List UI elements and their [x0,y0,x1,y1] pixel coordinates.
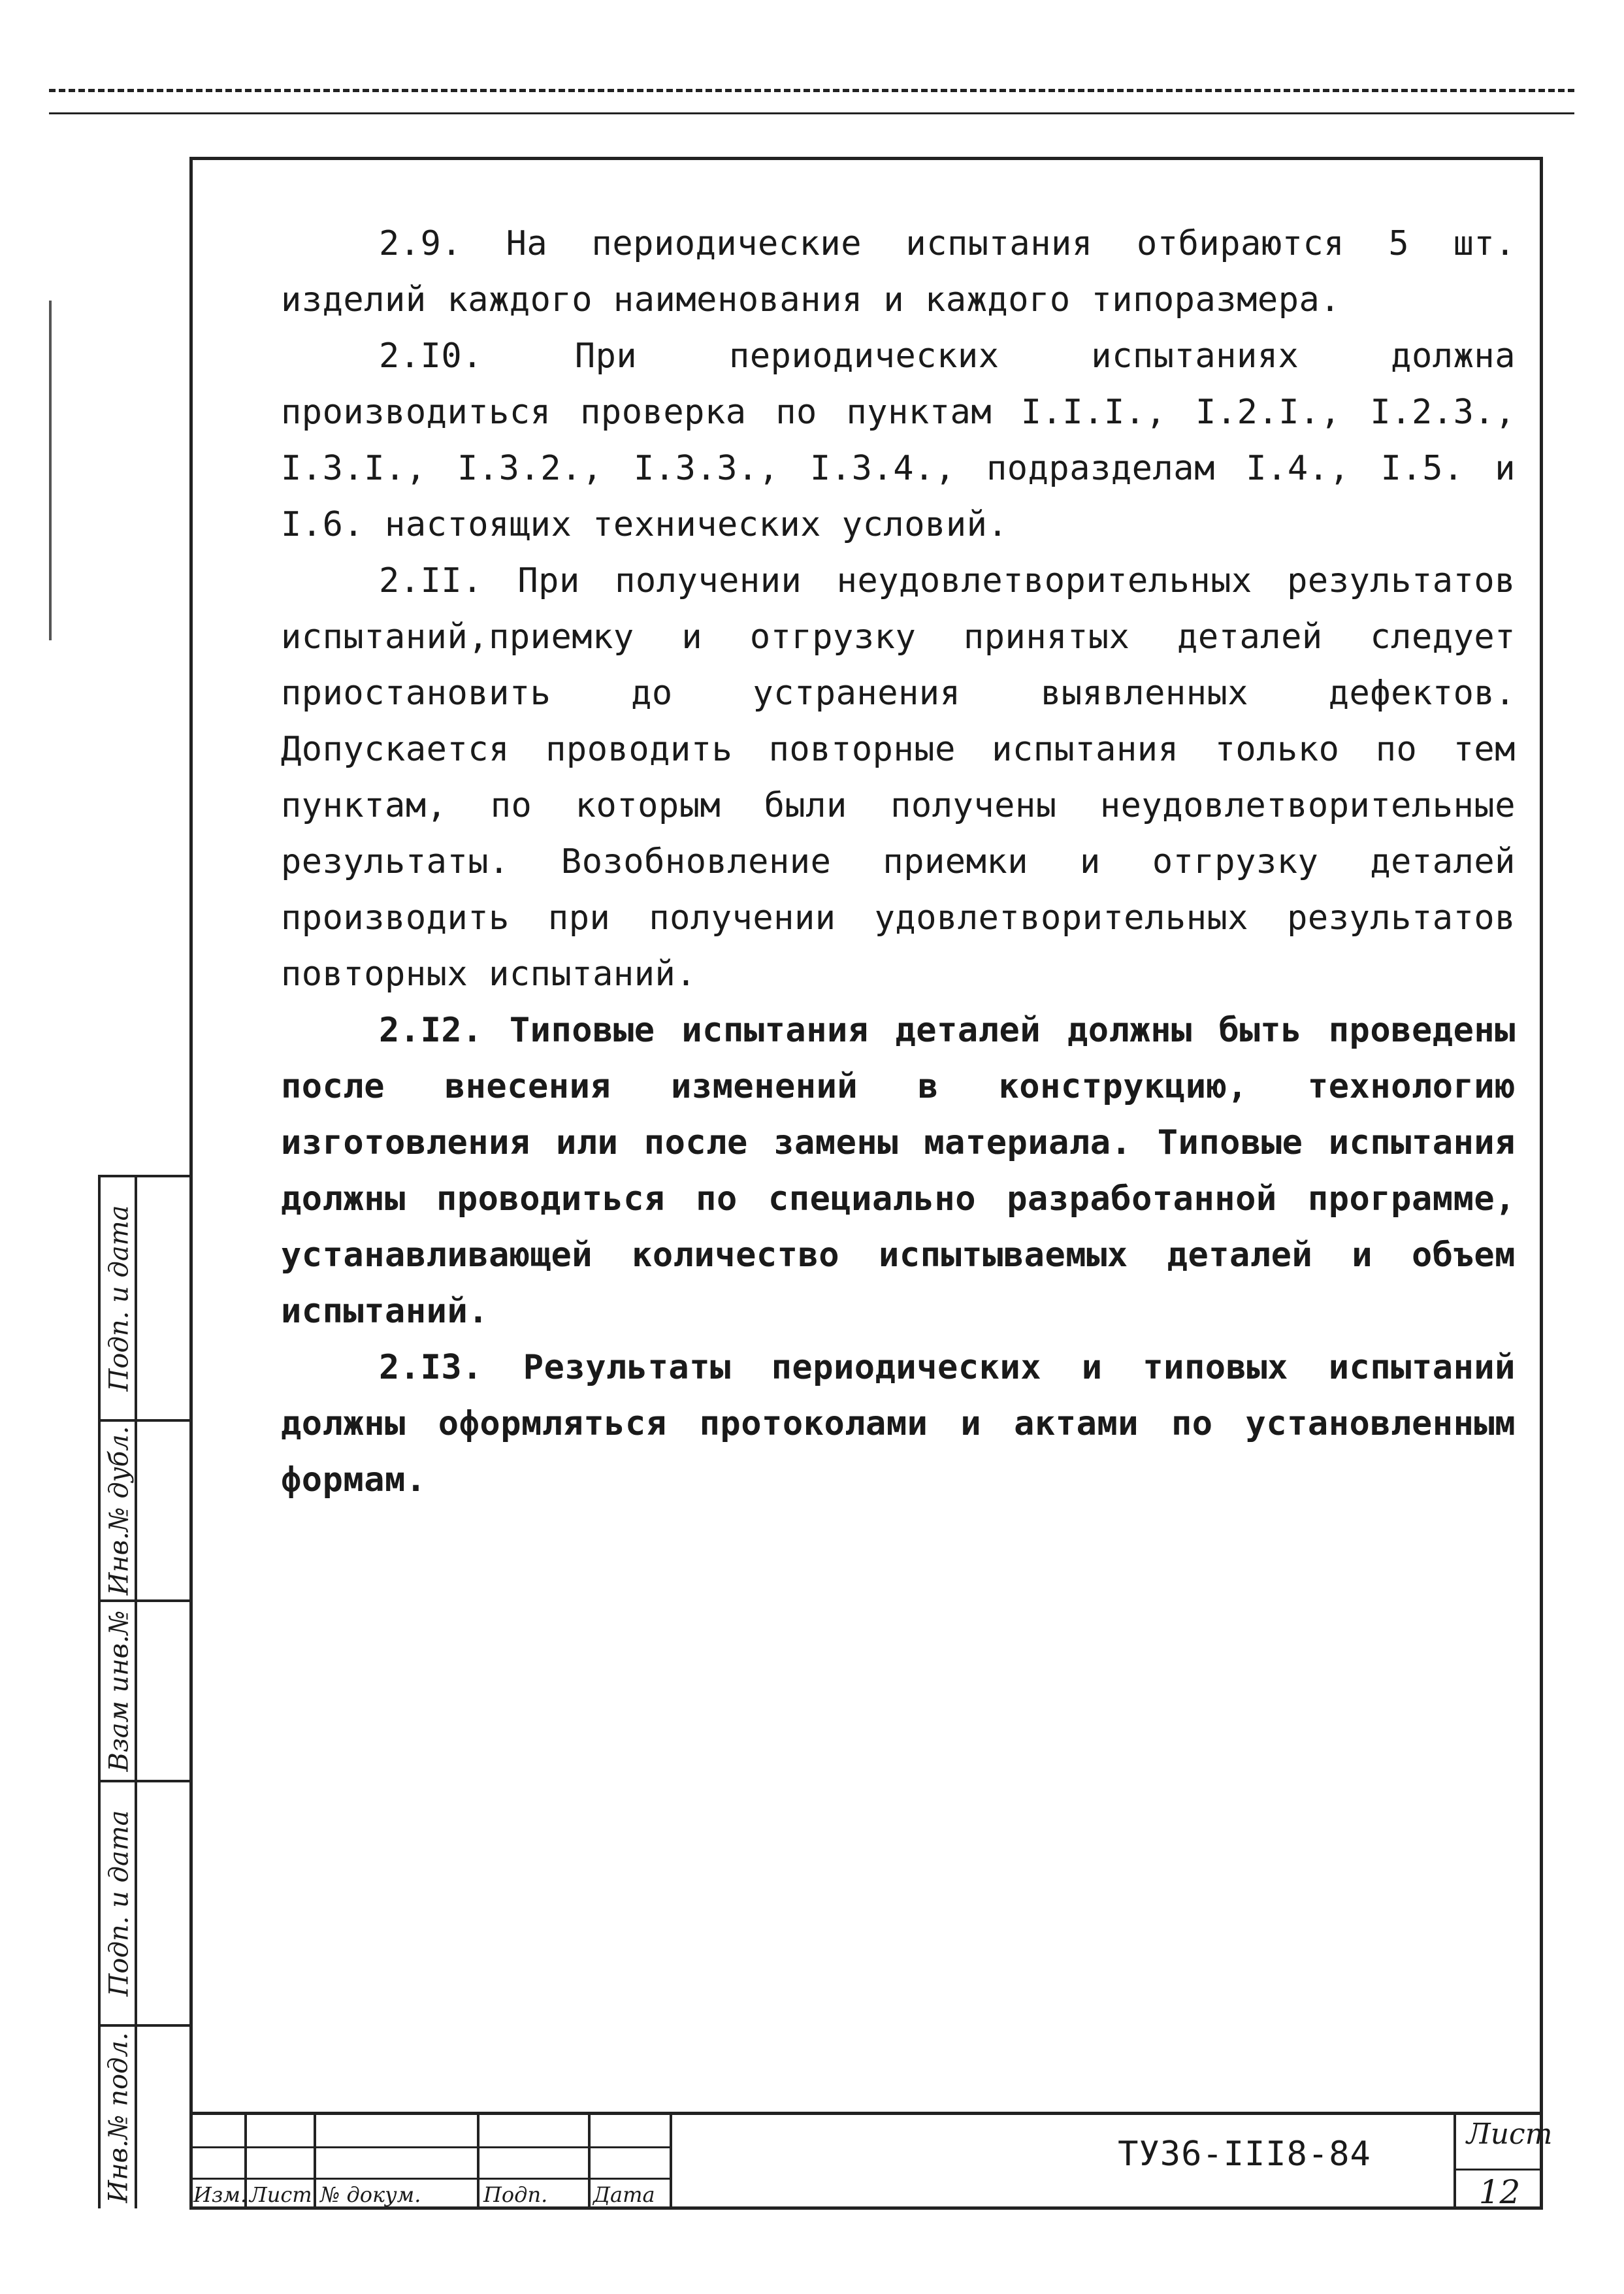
cell-inv-podl: Инв.№ подл. [98,2024,193,2208]
col-izm-label: Изм. [193,2182,248,2207]
col-podp-label: Подп. [483,2182,548,2207]
paragraph-2-13: 2.I3. Результаты периодических и типовых испытаний должны оформляться протоколами и актами по установленным формам. [281,1348,1516,1499]
col-doc-label: № докум. [320,2182,421,2207]
paragraph-2-11: 2.II. При получении неудовлетворительных результатов испытаний,приемку и отгрузку принятых деталей следует приостановить до устранения выявленных дефектов. Допускается проводить повторные испытания только по тем пунктам, по которым были получены неудовлетворительные результаты. Возобновление приемки и отгрузку деталей производить при получении удовлетворительных результатов повторных испытаний. [281,561,1516,994]
paragraph-2-9: 2.9. На периодические испытания отбираются 5 шт. изделий каждого наименования и каждого типоразмера. [281,224,1516,320]
cell-inv-dubl: Инв.№ дубл. [98,1419,193,1599]
top-dashed-rule [49,89,1574,92]
document-code: ТУ36-III8-84 [1118,2135,1371,2174]
title-block [189,2112,1553,2211]
sheet-box [1453,2115,1553,2211]
sheet-number: 12 [1456,2169,1543,2211]
paragraph-2-12: 2.I2. Типовые испытания деталей должны быть проведены после внесения изменений в конструкцию, технологию изготовления или после замены материала. Типовые испытания должны проводиться по специально разработанной программе, устанавливающей количество испытываемых деталей и объем испытаний. [281,1011,1516,1331]
top-rule [49,112,1574,114]
cell-podp-data-bottom: Подп. и дата [98,1780,193,2024]
col-list-label: Лист [250,2182,312,2207]
document-body [281,216,1516,1508]
col-data-label: Дата [593,2182,655,2207]
margin-mark [49,301,52,640]
side-stamp [98,1175,193,2208]
sheet-label: Лист [1467,2118,1553,2151]
cell-podp-data-top: Подп. и дата [98,1175,193,1419]
paragraph-2-10: 2.I0. При периодических испытаниях должна производиться проверка по пунктам I.I.I., I.2.I., I.2.3., I.3.I., I.3.2., I.3.3., I.3.4., подразделам I.4., I.5. и I.6. настоящих технических условий. [281,336,1516,544]
cell-vzam-inv: Взам инв.№ [98,1599,193,1780]
